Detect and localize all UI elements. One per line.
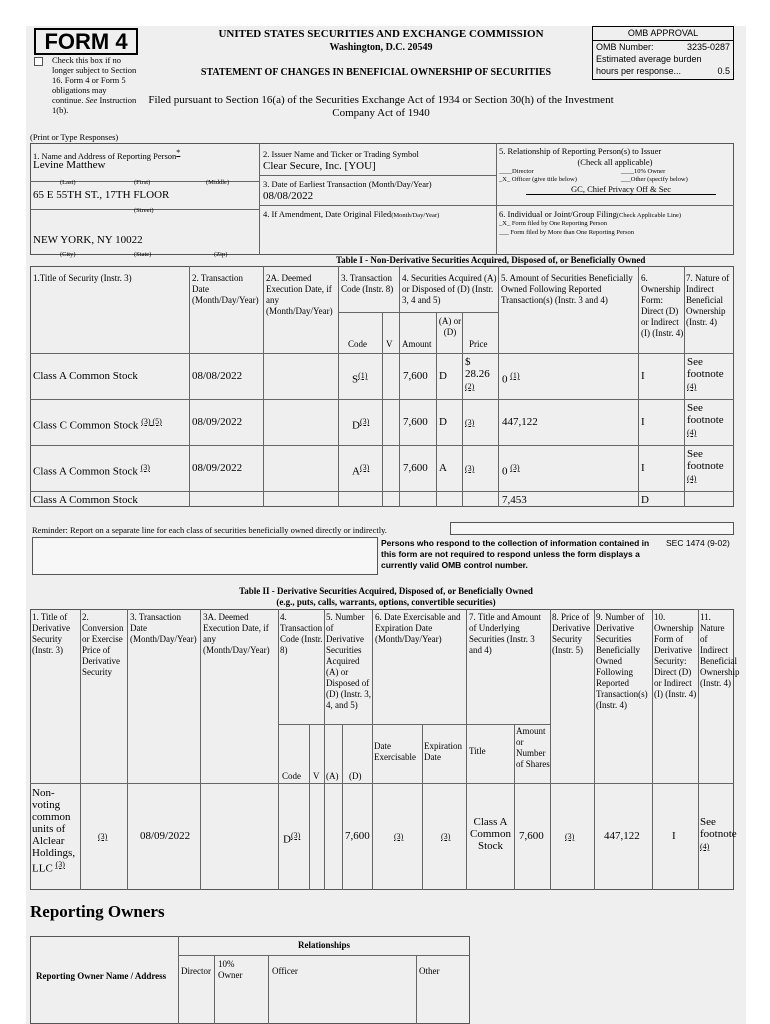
t1-r1-date: 08/08/2022 xyxy=(192,370,243,382)
t1-header-price: Price xyxy=(469,339,488,349)
agency-location: Washington, D.C. 20549 xyxy=(329,42,433,53)
t2-header-date: 3. Transaction Date (Month/Day/Year) xyxy=(130,612,197,644)
t1-header-securities: 4. Securities Acquired (A) or Disposed of (D) (Instr. 3, 4 and 5) xyxy=(402,273,497,305)
reminder-left-field xyxy=(32,537,378,575)
t1-r4-owned: 7,453 xyxy=(502,494,527,506)
officer-title: GC, Chief Privacy Off & Sec xyxy=(526,184,716,195)
city-label: (City) xyxy=(60,251,76,258)
t2-row-expiration: (3) xyxy=(441,832,451,841)
t2-header-conversion: 2. Conversion or Exercise Price of Derivative Security xyxy=(82,612,124,677)
t1-header-nature: 7. Nature of Indirect Beneficial Ownership (Instr. 4) xyxy=(686,273,730,327)
t2-row-nature: See footnote (4) xyxy=(700,816,737,851)
t1-r3-date: 08/09/2022 xyxy=(192,462,243,474)
officer-option[interactable]: _X_ Officer (give title below) xyxy=(499,176,577,183)
omb-title: OMB APPROVAL xyxy=(593,27,733,41)
t1-r3-nature: See footnote (4) xyxy=(687,448,724,483)
t1-r3-amount: 7,600 xyxy=(403,462,428,474)
t2-header-underlying: 7. Title and Amount of Underlying Securities (Instr. 3 and 4) xyxy=(469,612,542,655)
more-person-option[interactable]: ___ Form filed by More than One Reporting Person xyxy=(499,229,635,236)
earliest-date: 08/08/2022 xyxy=(263,190,314,202)
table2-title: Table II - Derivative Securities Acquired, Disposed of, or Beneficially Owned xyxy=(239,586,533,596)
form4-page xyxy=(26,26,746,1024)
t1-header-title: 1.Title of Security (Instr. 3) xyxy=(33,273,132,283)
sec-code: SEC 1474 (9-02) xyxy=(666,538,730,548)
t1-header-v: V xyxy=(386,339,393,349)
filed-pursuant: Filed pursuant to Section 16(a) of the Securities Exchange Act of 1934 or Section 30(h) of the Investment Company Act of 1940 xyxy=(148,94,614,119)
t1-r4-title: Class A Common Stock xyxy=(33,494,138,506)
t2-header-owned: 9. Number of Derivative Securities Beneficially Owned Following Reported Transaction(s) (Instr. 4) xyxy=(596,612,648,710)
check-all-applicable: (Check all applicable) xyxy=(577,157,653,167)
t1-r3-form: I xyxy=(641,462,645,474)
owner10-option[interactable]: ____10% Owner xyxy=(621,168,666,175)
t1-r4-form: D xyxy=(641,494,649,506)
director-option[interactable]: ____Director xyxy=(499,168,534,175)
t1-r1-nature: See footnote (4) xyxy=(687,356,724,391)
owner-name-header: Reporting Owner Name / Address xyxy=(36,971,167,981)
t1-r2-price: (3) xyxy=(465,418,475,427)
t1-r2-amount: 7,600 xyxy=(403,416,428,428)
t2-header-v: V xyxy=(313,771,320,781)
table2-subtitle: (e.g., puts, calls, warrants, options, convertible securities) xyxy=(276,597,496,607)
t1-r1-ad: D xyxy=(439,370,447,382)
t2-row-under-title: Class A Common Stock xyxy=(470,816,511,852)
amendment-label: 4. If Amendment, Date Original Filed(Month/Day/Year) xyxy=(263,209,440,219)
t1-r3-code: A$^{(3)}$ xyxy=(352,463,370,478)
one-person-option[interactable]: _X_ Form filed by One Reporting Person xyxy=(499,220,607,227)
t1-r1-code: S$^{(1)}$ xyxy=(352,371,368,386)
t2-row-exercisable: (3) xyxy=(394,832,404,841)
reporting-person-street: 65 E 55TH ST., 17TH FLOOR xyxy=(33,189,170,201)
t2-header-date-ex: Date Exercisable xyxy=(374,741,416,762)
state-label: (State) xyxy=(134,251,152,258)
t1-header-form: 6. Ownership Form: Direct (D) or Indirect (I) (Instr. 4) xyxy=(641,273,684,338)
t2-header-code: 4. Transaction Code (Instr. 8) xyxy=(280,612,323,655)
checkbox-label: Check this box if no longer subject to Section 16. Form 4 or Form 5 obligations may continue. See Instruction 1(b). xyxy=(52,55,137,115)
t1-header-aord: (A) or (D) xyxy=(438,316,462,337)
reporting-person-city: NEW YORK, NY 10022 xyxy=(33,234,143,246)
persons-notice: Persons who respond to the collection of information contained in this form are not required to respond unless the form displays a currently valid OMB control number. xyxy=(381,538,650,570)
t1-r1-price: $ 28.26 (2) xyxy=(465,356,490,391)
t2-row-price: (3) xyxy=(565,832,575,841)
t1-r1-owned: 0 $^{(1)}$ xyxy=(502,371,520,386)
t1-r2-form: I xyxy=(641,416,645,428)
issuer-label: 2. Issuer Name and Ticker or Trading Symbol xyxy=(263,149,419,159)
omb-approval-box xyxy=(592,26,734,80)
t2-header-deemed: 3A. Deemed Execution Date, if any (Month/Day/Year) xyxy=(203,612,270,655)
t2-header-title: 1. Title of Derivative Security (Instr. 3) xyxy=(32,612,70,655)
t2-row-date: 08/09/2022 xyxy=(140,830,191,842)
t1-r2-owned: 447,122 xyxy=(502,416,538,428)
t2-header-title-col: Title xyxy=(469,746,486,756)
t1-r1-title: Class A Common Stock xyxy=(33,370,138,382)
t1-r2-title: Class C Common Stock $^{(3) (5)}$ xyxy=(33,417,162,432)
t2-row-conversion: (3) xyxy=(98,832,108,841)
reminder-text: Reminder: Report on a separate line for each class of securities beneficially owned directly or indirectly. xyxy=(32,525,387,535)
t2-header-number: 5. Number of Derivative Securities Acquired (A) or Disposed of (D) (Instr. 3, 4, and 5) xyxy=(326,612,371,710)
t2-header-form: 10. Ownership Form of Derivative Security: Direct (D) or Indirect (I) (Instr. 4) xyxy=(654,612,697,699)
reporting-person-label: 1. Name and Address of Reporting Person* xyxy=(33,148,181,161)
earliest-date-label: 3. Date of Earliest Transaction (Month/Day/Year) xyxy=(263,179,432,189)
last-label: (Last) xyxy=(60,179,76,186)
t1-header-date: 2. Transaction Date (Month/Day/Year) xyxy=(192,273,259,305)
reminder-right-field xyxy=(450,522,734,535)
t2-header-nature: 11. Nature of Indirect Beneficial Ownership (Instr. 4) xyxy=(700,612,740,688)
t2-header-exp: Expiration Date xyxy=(424,741,462,762)
other-header: Other xyxy=(419,966,440,976)
t1-r2-ad: D xyxy=(439,416,447,428)
t1-r2-nature: See footnote (4) xyxy=(687,402,724,437)
relationships-header: Relationships xyxy=(297,940,350,950)
t2-row-d: 7,600 xyxy=(345,830,370,842)
t2-header-price: 8. Price of Derivative Security (Instr. 5) xyxy=(552,612,590,655)
t1-header-code: 3. Transaction Code (Instr. 8) xyxy=(341,273,394,294)
t2-header-a: (A) xyxy=(326,771,339,781)
form-title-box xyxy=(34,28,138,55)
t2-row-code: D$^{(3)}$ xyxy=(283,831,301,846)
t1-r2-code: D$^{(3)}$ xyxy=(352,417,370,432)
t2-header-exercisable: 6. Date Exercisable and Expiration Date (Month/Day/Year) xyxy=(375,612,461,644)
middle-label: (Middle) xyxy=(206,179,230,186)
table1-title: Table I - Non-Derivative Securities Acquired, Disposed of, or Beneficially Owned xyxy=(336,255,646,265)
first-label: (First) xyxy=(134,179,151,186)
other-option[interactable]: ___Other (specify below) xyxy=(621,176,688,183)
t2-row-title: Non-voting common units of Alclear Holdings, LLC $^{(3)}$ xyxy=(32,787,76,875)
omb-number-row: OMB Number: 3235-0287 xyxy=(596,42,730,52)
t2-header-d: (D) xyxy=(349,771,362,781)
reporting-person-name: Levine Matthew xyxy=(33,159,106,171)
agency-name: UNITED STATES SECURITIES AND EXCHANGE COMMISSION xyxy=(218,28,544,40)
statement-title: STATEMENT OF CHANGES IN BENEFICIAL OWNERSHIP OF SECURITIES xyxy=(200,67,552,78)
owner10-header: 10% Owner xyxy=(218,959,243,980)
t2-row-form: I xyxy=(672,830,676,842)
t2-header-code-sub: Code xyxy=(282,771,301,781)
t1-r1-amount: 7,600 xyxy=(403,370,428,382)
no-longer-subject-checkbox[interactable] xyxy=(34,57,43,66)
t1-header-amount-sub: Amount xyxy=(402,339,432,349)
officer-header: Officer xyxy=(272,966,298,976)
t1-header-deemed: 2A. Deemed Execution Date, if any (Month/Day/Year) xyxy=(266,273,333,316)
form-title: FORM 4 xyxy=(44,29,128,54)
filing-label: 6. Individual or Joint/Group Filing(Check Applicable Line) xyxy=(499,209,682,219)
omb-burden: Estimated average burden xyxy=(596,54,702,64)
t1-r2-date: 08/09/2022 xyxy=(192,416,243,428)
t1-r3-price: (3) xyxy=(465,464,475,473)
relationship-label: 5. Relationship of Reporting Person(s) to Issuer xyxy=(499,146,662,156)
reporting-owners-heading: Reporting Owners xyxy=(30,902,165,921)
t1-header-amount: 5. Amount of Securities Beneficially Owned Following Reported Transaction(s) (Instr. 3 and 4) xyxy=(501,273,633,305)
print-type: (Print or Type Responses) xyxy=(30,132,119,142)
t1-r1-form: I xyxy=(641,370,645,382)
omb-hours-row: hours per response... 0.5 xyxy=(596,66,730,76)
t2-row-under-amount: 7,600 xyxy=(519,830,544,842)
t1-r3-owned: 0 $^{(3)}$ xyxy=(502,463,520,478)
t1-r3-ad: A xyxy=(439,462,447,474)
t2-row-owned: 447,122 xyxy=(604,830,640,842)
zip-label: (Zip) xyxy=(214,251,228,258)
t1-header-code-sub: Code xyxy=(348,339,367,349)
t2-header-amount-col: Amount or Number of Shares xyxy=(516,726,550,769)
issuer-name: Clear Secure, Inc. [YOU] xyxy=(263,160,376,172)
director-header: Director xyxy=(181,966,211,976)
street-label: (Street) xyxy=(134,207,154,214)
t1-r3-title: Class A Common Stock $^{(3)}$ xyxy=(33,463,150,478)
